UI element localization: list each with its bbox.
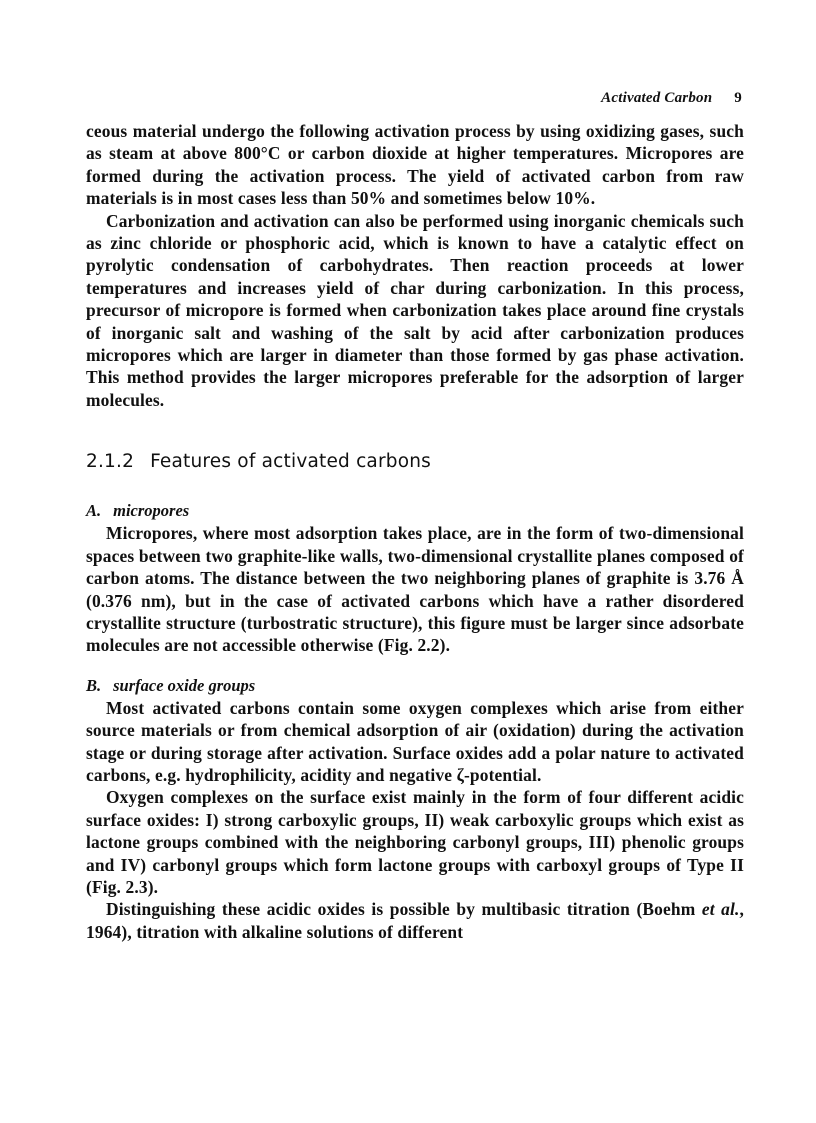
intro-paragraph-1: ceous material undergo the following activation process by using oxidizing gases, such as steam at above 800°C or carbon dioxide at higher temperatures. Micropores are formed during the activation process. The yield of activated carbon from raw materials is in most cases less than 50% and sometimes below 10%. [86, 121, 744, 209]
subsection-a-heading [86, 500, 744, 522]
surface-oxides-paragraph-2: Oxygen complexes on the surface exist mainly in the form of four different acidic surface oxides: I) strong carboxylic groups, II) weak carboxylic groups which exist as lactone groups combined with the neighboring carbonyl groups, III) phenolic groups and IV) carbonyl groups which form lactone groups with carboxyl groups of Type II (Fig. 2.3). [86, 787, 744, 897]
intro-paragraph-2: Carbonization and activation can also be performed using inorganic chemicals such as zinc chloride or phosphoric acid, which is known to have a catalytic effect on pyrolytic condensation of carbohydrates. Then reaction proceeds at lower temperatures and increases yield of char during carbonization. In this process, precursor of micropore is formed when carbonization takes place around fine crystals of inorganic salt and washing of the salt by acid after carbonization produces micropores which are larger in diameter than those formed by gas phase activation. This method provides the larger micropores preferable for the adsorption of larger molecules. [86, 210, 744, 410]
citation-text-after: , 1964), titration with alkaline solutions of different [86, 899, 744, 942]
subsection-b-heading [86, 675, 744, 697]
subsection-a-letter: A. [86, 501, 102, 521]
section-number: 2.1.2 [86, 451, 135, 473]
subsection-a-title: micropores [113, 501, 190, 521]
page-number: 9 [734, 90, 742, 106]
book-page [86, 90, 744, 943]
running-title: Activated Carbon [601, 90, 713, 106]
micropores-paragraph: Micropores, where most adsorption takes place, are in the form of two-dimensional spaces between two graphite-like walls, two-dimensional crystallite planes composed of carbon atoms. The distance between the two neighboring planes of graphite is 3.76 Å (0.376 nm), but in the case of activated carbons which have a rather disordered crystallite structure (turbostratic structure), this figure must be larger since adsorbate molecules are not accessible otherwise (Fig. 2.2). [86, 523, 744, 656]
spacer [86, 657, 744, 675]
section-heading [86, 451, 744, 472]
subsection-b-title: surface oxide groups [113, 675, 256, 695]
running-header [86, 90, 744, 107]
section-title: Features of activated carbons [150, 451, 432, 473]
surface-oxides-paragraph-1: Most activated carbons contain some oxygen complexes which arise from either source materials or from chemical adsorption of air (oxidation) during the activation stage or during storage after activation. Surface oxides add a polar nature to activated carbons, e.g. hydrophilicity, acidity and negative ζ-potential. [86, 697, 744, 785]
surface-oxides-paragraph-3 [86, 898, 744, 943]
subsection-b-letter: B. [86, 675, 102, 695]
citation-etal: et al. [701, 899, 740, 920]
citation-text-before: Distinguishing these acidic oxides is possible by multibasic titration (Boehm [106, 899, 702, 920]
